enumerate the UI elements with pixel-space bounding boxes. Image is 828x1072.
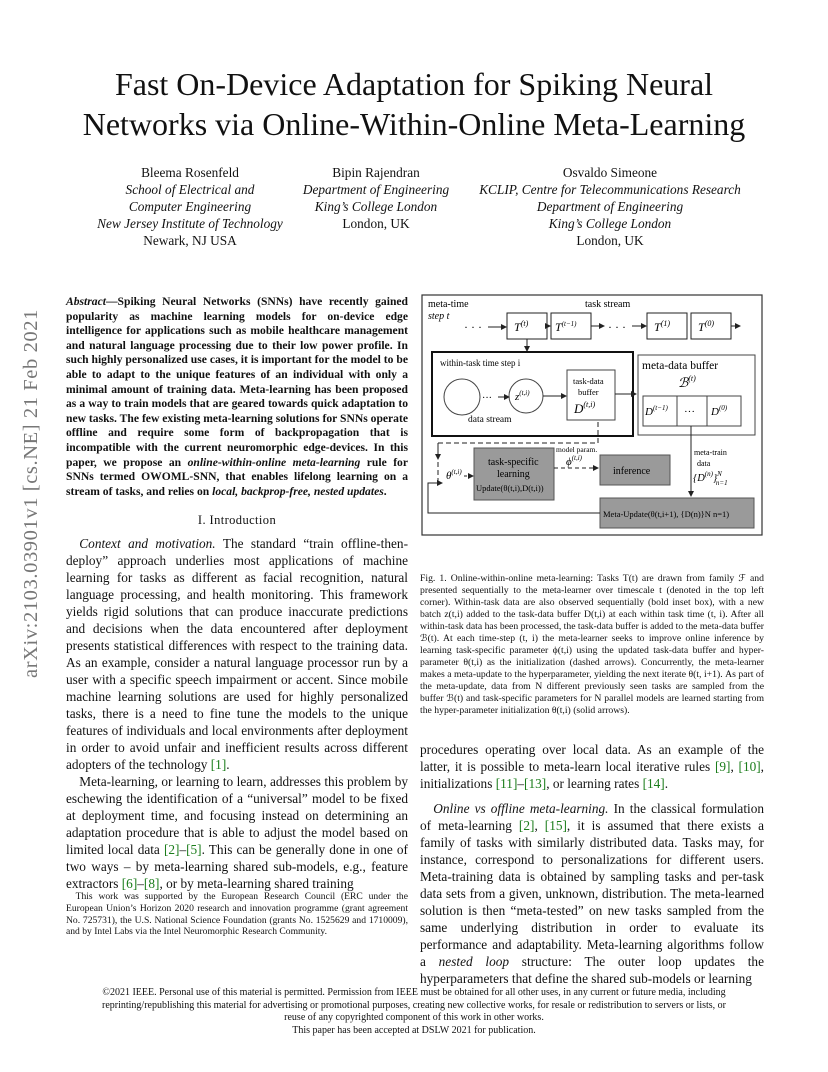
within-task-label: within-task time step i: [440, 358, 521, 368]
arxiv-identifier: arXiv:2103.03901v1 [cs.NE] 21 Feb 2021: [20, 309, 42, 678]
ellipsis: ···: [684, 406, 695, 418]
author-affiliation: Department of Engineering: [302, 182, 450, 197]
author-block-1: [70, 164, 310, 249]
data-label: data: [697, 459, 711, 468]
notice-line: This paper has been accepted at DSLW 2021 for publication.: [292, 1024, 536, 1036]
ellipsis: · · ·: [464, 320, 482, 334]
title-line-2: Networks via Online-Within-Online Meta-Learning: [82, 106, 746, 142]
data-stream-label: data stream: [468, 415, 512, 425]
task-label: $T^{(1)}$: [654, 319, 671, 334]
task-label: $T^{(t-1)}$: [555, 320, 577, 334]
text: , it is assumed that there exists a family of tasks with similarly distributed data. Tasks may, for instance, correspond to personalizations for different users. Meta-training data is obtained by sampling tasks and per-task data sets from a given, unknown, distribution. The meta-learned solution is then “meta-tested” on new tasks sampled from the same underlying distribution in order to evaluate its performance and adaptability. Meta-learning algorithms follow a: [420, 818, 764, 969]
paragraph: [66, 773, 408, 892]
author-location: London, UK: [576, 233, 644, 248]
abstract-text: —Spiking Neural Networks (SNNs) have recently gained popularity as machine learning models for on-device edge intelligence for applications such as mobile healthcare management and natural language processing due to their low power profile. In such highly personalized use cases, it is important for the model to be able to adapt to the unique features of an individual with only a minimal amount of training data. Meta-learning has been proposed as a way to train models that are geared towards quick adaptation to new tasks. The few existing meta-learning solutions for SNNs operate offline and require some form of backpropagation that is incompatible with the current neuromorphic edge-devices. In this paper, we propose an: [66, 295, 408, 469]
text: In the classical formulation of meta-learning: [420, 801, 764, 833]
text: procedures operating over local data. As an example of the latter, it is possible to meta-learn local iterative rules: [420, 742, 764, 774]
author-affiliation: King’s College London: [314, 199, 438, 214]
text: ,: [534, 818, 545, 833]
citation-link[interactable]: [9]: [714, 759, 731, 774]
text: The standard “train offline-then-deploy” approach underlies most applications of machine learning for tasks as different as facial recognition, natural language processing, and health monitoring. This framework yields rigid solutions that can produce inaccurate predictions and decisions when the data encountered after deployment presents statistical differences with respect to the training data. As an example, consider a natural language processor run by a user with a specific speech impairment or accent. Since mobile machine learning solutions are used for highly personalized tasks, there is a need to fine tune the models to the unique features of individuals and local environments after deployment in order to avoid unfair and inefficient results across different adopters of the technology: [66, 536, 409, 772]
figure-caption: Fig. 1. Online-within-online meta-learning: Tasks T(t) are drawn from family ℱ and presented sequentially to the meta-learner over timescale t (denoted in the top left corner). Within-task data are also observed sequentially (bold inset box), with a new batch z(t,i) added to the task-data buffer D(t,i) at each within task time (t, i). After all within-task data has been processed, the task-data buffer is added to the meta-data buffer ℬ(t). At each time-step (t, i) the meta-learner seeks to improve online inference by learning task-specific parameter ϕ(t,i) using the updated task-data buffer and hyper-parameter θ(t,i) as the initialization (dashed arrows). Concurrently, the meta-learner makes a meta-update to the hyperparameter, yielding the next iterate θ(t, i+1). As part of the meta-update, data from N different previously seen tasks are sampled from the buffer ℬ(t) and task-specific parameters for N parallel models are learned starting from the hyper-parameter initialization θ(t,i) (solid arrows).: [420, 573, 764, 716]
abstract-text: .: [383, 484, 387, 498]
buffer-slot-label: $D^{(t-1)}$: [645, 404, 668, 418]
citation-link[interactable]: [6]: [121, 876, 138, 891]
meta-data-buffer-label: meta-data buffer: [642, 360, 719, 372]
text: ,: [730, 759, 739, 774]
meta-train-label: meta-train: [694, 448, 727, 457]
section-heading: I. Introduction: [197, 513, 277, 527]
author-affiliation: Department of Engineering: [536, 199, 684, 214]
abstract-emphasis: local, backprop-free, nested updates: [212, 484, 384, 498]
author-affiliation: Computer Engineering: [128, 199, 252, 214]
emphasis: nested loop: [438, 954, 510, 969]
author-affiliation: King’s College London: [548, 216, 672, 231]
abstract-label: Abstract: [66, 295, 106, 308]
title-line-1: Fast On-Device Adaptation for Spiking Neural: [114, 66, 714, 102]
text: , or by meta-learning shared training: [159, 876, 354, 891]
figure-1-diagram: [420, 293, 764, 537]
author-block-3: [460, 164, 760, 249]
author-name: Bipin Rajendran: [332, 165, 420, 180]
author-name: Osvaldo Simeone: [562, 165, 658, 180]
citation-link[interactable]: [11]: [495, 776, 518, 791]
text: . This can be generally done in one of two ways – by meta-learning shared sub-models, e.g., feature extractors: [66, 842, 408, 891]
author-location: Newark, NJ USA: [143, 233, 237, 248]
learning-label: learning: [497, 469, 530, 480]
text: Meta-learning, or learning to learn, addresses this problem by eschewing the identification of a “universal” model to be fixed at deployment time, and focusing instead on determining an adaptation procedure that is able to adjust the model based on limited local data: [66, 774, 408, 857]
text: –: [517, 776, 525, 791]
task-label: $T^{(0)}$: [698, 319, 715, 334]
paragraph: [420, 800, 764, 987]
right-column-body: [420, 741, 764, 987]
text: , initializations: [420, 759, 764, 791]
task-data-label: task-data: [573, 376, 604, 386]
citation-link[interactable]: [15]: [544, 818, 567, 833]
meta-data-set: $\{D^{(n)}\}^N$ n=1: [693, 470, 728, 487]
meta-time-label: meta-time: [428, 299, 469, 310]
text: –: [137, 876, 144, 891]
paragraph-lead: Online vs offline meta-learning.: [433, 801, 609, 816]
left-column-body: [66, 535, 408, 892]
citation-link[interactable]: [10]: [738, 759, 761, 774]
author-affiliation: School of Electrical and: [125, 182, 255, 197]
copyright-notice: [60, 987, 768, 1037]
paragraph-lead: Context and motivation.: [79, 536, 216, 551]
author-block-2: [286, 164, 466, 232]
author-affiliation: New Jersey Institute of Technology: [97, 216, 283, 231]
abstract-emphasis: online-within-online meta-learning: [187, 455, 361, 469]
meta-update-label: Meta-Update(θ(t,i+1), {D(n)}N n=1): [603, 509, 730, 519]
citation-link[interactable]: [5]: [186, 842, 202, 857]
citation-link[interactable]: [2]: [163, 842, 180, 857]
text: , or learning rates: [546, 776, 643, 791]
task-label: $T^{(t)}$: [514, 319, 529, 334]
text: .: [664, 776, 669, 791]
ellipsis: · · ·: [608, 320, 626, 334]
author-location: London, UK: [342, 216, 410, 231]
paper-title: [40, 64, 788, 144]
text: .: [226, 757, 230, 772]
step-t-label: step t: [428, 311, 450, 322]
buffer-label: buffer: [578, 387, 599, 397]
ellipsis: ···: [482, 393, 492, 404]
abstract: [66, 295, 408, 499]
notice-line: reprinting/republishing this material for advertising or promotional purposes, creating new collective works, for resale or redistribution to servers or lists, or: [101, 999, 726, 1011]
task-specific-label: task-specific: [488, 457, 539, 468]
paragraph: [420, 741, 764, 792]
citation-link[interactable]: [13]: [524, 776, 547, 791]
text: structure: The outer loop updates the hyperparameters that define the shared sub-models or learning: [420, 954, 764, 986]
citation-link[interactable]: [14]: [642, 776, 665, 791]
funding-footnote: This work was supported by the European Research Council (ERC under the European Union’s Horizon 2020 research and innovation programme (grant agreement No. 725731), the U.S. National Science Foundation (grants No. 1525629 and 1710009), and by Intel Labs via the Intel Neuromorphic Research Community.: [66, 891, 408, 938]
batch-label: $z^{(t,i)}$: [515, 389, 530, 403]
update-label: Update(θ(t,i),D(t,i)): [476, 483, 544, 493]
citation-link[interactable]: [1]: [210, 757, 227, 772]
abstract-text: rule for SNNs termed OWOML-SNN, that enables lifelong learning on a stream of tasks, and relies on: [66, 455, 409, 498]
task-stream-label: task stream: [585, 299, 631, 310]
paragraph: [66, 535, 408, 773]
notice-line: ©2021 IEEE. Personal use of this material is permitted. Permission from IEEE must be obtained for all other uses, in any current or future media, including: [102, 987, 726, 998]
text: –: [179, 842, 187, 857]
data-stream-circle: [444, 379, 480, 415]
citation-link[interactable]: [2]: [518, 818, 535, 833]
model-param-label: model param.: [556, 445, 598, 454]
meta-buffer-symbol: ℬ$^{(t)}$: [678, 374, 696, 390]
author-affiliation: KCLIP, Centre for Telecommunications Research: [479, 182, 741, 197]
phi-label: $\phi^{(t,i)}$: [566, 454, 583, 468]
notice-line: reuse of any copyrighted component of this work in other works.: [284, 1012, 544, 1024]
task-buffer-symbol: D$^{(t,i)}$: [574, 400, 596, 416]
buffer-slot-label: $D^{(0)}$: [711, 404, 728, 418]
inference-label: inference: [613, 466, 651, 477]
author-name: Bleema Rosenfeld: [141, 165, 239, 180]
citation-link[interactable]: [8]: [143, 876, 160, 891]
theta-label: $\theta^{(t,i)}$: [446, 468, 462, 482]
